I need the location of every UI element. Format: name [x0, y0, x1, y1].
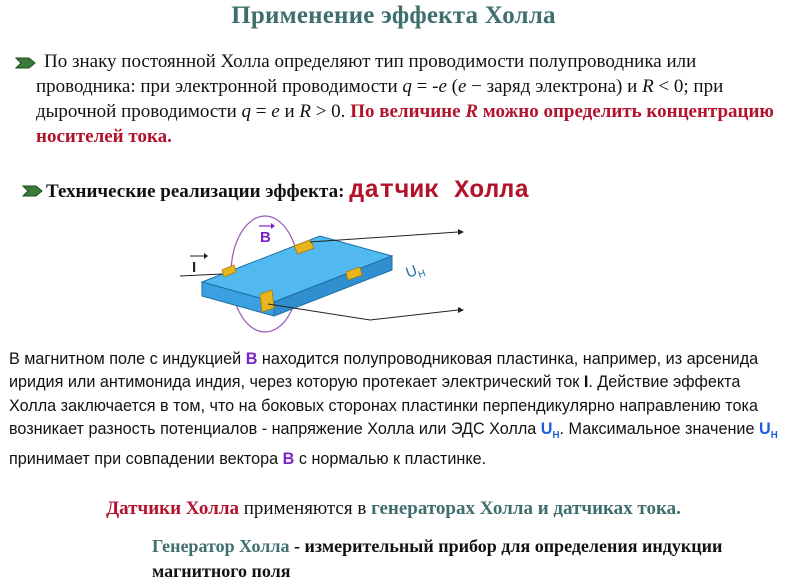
- bullet-arrow-icon: [15, 56, 37, 70]
- hall-constant-paragraph: По знаку постоянной Холла определяют тип проводимости полупроводника или проводника: при электронной проводимости q = -e (e − заряд электрона) и R < 0; при дырочной проводимости q = e и R > 0. По величине R можно определить концентрацию носителей тока.: [36, 51, 774, 147]
- current-label: I: [192, 259, 197, 276]
- slide-title: Применение эффекта Холла: [231, 2, 556, 29]
- hall-sensors-usage: Датчики Холла применяются в генераторах Холла и датчиках тока.: [106, 498, 681, 519]
- contact-front: [260, 290, 274, 312]
- hall-sensor-diagram: [170, 212, 470, 342]
- bullet-arrow-icon: [22, 184, 44, 198]
- hall-generator-definition: Генератор Холла - измерительный прибор для определения индукции магнитного поля: [152, 536, 723, 581]
- hall-voltage-label: $U_H$: [403, 262, 428, 282]
- section-heading: Технические реализации эффекта: датчик Холла: [46, 176, 530, 205]
- hall-effect-description: В магнитном поле с индукцией B находится полупроводниковая пластинка, например, из арсенида иридия или антимонида индия, через которую протекает электрический ток I. Действие эффекта Холла заключается в том, что на боковых сторонах пластинки перпендикулярно направлению тока возникает разность потенциалов - напряжение Холла или ЭДС Холла $U_H$. Максимальное значение $U_H$ принимает при совпадении вектора B с нормалью к пластинке.: [9, 350, 778, 468]
- b-vector-label: B: [260, 229, 271, 246]
- hall-sensor-label: датчик Холла: [349, 176, 530, 205]
